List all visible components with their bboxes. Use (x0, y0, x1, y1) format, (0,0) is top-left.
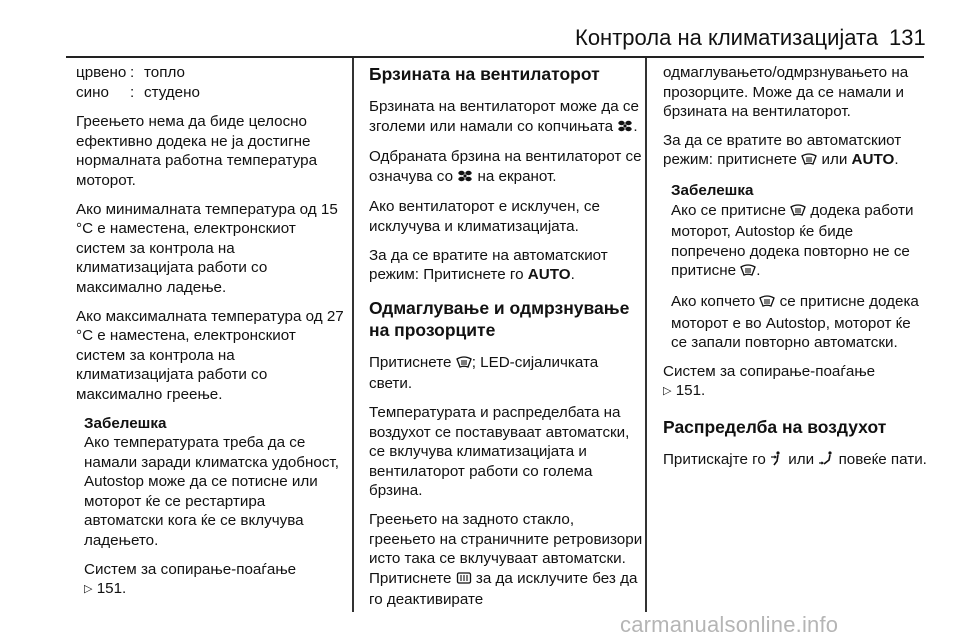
fan-icon (617, 119, 633, 139)
air-to-feet-icon (818, 451, 834, 472)
windscreen-defrost-icon (456, 355, 472, 375)
note-block (84, 414, 346, 600)
windscreen-defrost-icon (740, 263, 756, 283)
note-title: Забелешка (84, 414, 167, 432)
rear-window-defrost-icon (456, 571, 472, 591)
legend-def-warm: топло (144, 64, 185, 81)
paragraph: Греењето на задното стакло, греењето на страничните ретровизори исто така се вклучуваат автоматски. Притиснете за да исклучите без да го деактивирате (369, 510, 643, 609)
note-text: Ако копчето се притисне додека моторот е во Autostop, моторот ќе се запали повторно автоматски. (671, 292, 919, 352)
paragraph: Одбраната брзина на вентилаторот се означува со на екранот. (369, 147, 644, 188)
note-text: Ако температурата треба да се намали заради климатска удобност, Autostop може да се потисне или моторот ќе се рестартира автоматски кога ќе се вклучува ладењето. (84, 434, 339, 550)
auto-button-label: AUTO (851, 151, 895, 169)
paragraph: За да се вратите на автоматскиот режим: Притиснете го AUTO. (369, 246, 608, 284)
paragraph: одмаглувањето/одмрзнувањето на прозорците. Може да се намали и брзината на вентилаторот. (663, 64, 909, 121)
paragraph: Притиснете ; LED-сијаличката свети. (369, 353, 599, 393)
column-2 (369, 63, 644, 619)
cross-reference (84, 560, 346, 600)
reference-arrow-icon: ▷ (663, 385, 672, 398)
reference-text: Систем за сопирање-поаѓање (84, 560, 297, 578)
windscreen-defrost-icon (801, 152, 817, 172)
paragraph: Ако минималната температура од 15 °C е наместена, електронскиот систем за контрола на климатизацијата работи со максимално ладење. (76, 200, 338, 296)
reference-page[interactable]: 151. (675, 382, 706, 400)
legend-def-cold: студено (144, 83, 200, 101)
paragraph: За да се вратите во автоматскиот режим: притиснете или AUTO. (663, 131, 928, 172)
paragraph: Притискајте го или повеќе пати. (663, 450, 928, 472)
note-block (671, 181, 928, 353)
auto-button-label: AUTO (527, 266, 571, 284)
column-3 (663, 63, 928, 481)
paragraph: Ако максималната температура од 27 °C е наместена, електронскиот систем за контрола на климатизацијата работи со максимално греење. (76, 307, 344, 403)
column-divider-2 (645, 58, 647, 612)
legend-sep: : (130, 64, 135, 81)
column-divider-1 (352, 58, 354, 612)
section-heading-demisting: Одмаглување и одмрзнување на прозорците (369, 297, 630, 340)
paragraph: Брзината на вентилаторот може да се зголеми или намали со копчињата . (369, 97, 644, 138)
note-title: Забелешка (671, 181, 754, 199)
windscreen-defrost-icon (759, 294, 775, 314)
reference-arrow-icon: ▷ (84, 583, 93, 596)
note-text: Ако се притисне додека работи моторот, Autostop ќе биде попречено додека повторно не се притисне . (671, 201, 928, 283)
paragraph: Греењето нема да биде целосно ефективно додека не ја достигне нормалната работна температура моторот. (76, 113, 318, 189)
column-1 (76, 63, 346, 609)
reference-page[interactable]: 151. (96, 580, 127, 598)
legend-sep: : (130, 83, 135, 101)
paragraph: Ако вентилаторот е исклучен, се исклучува и климатизацијата. (369, 198, 600, 235)
cross-reference (663, 362, 928, 402)
fan-icon (457, 169, 473, 189)
windscreen-defrost-icon (790, 203, 806, 223)
section-heading-air-distribution: Распределба на воздухот (663, 416, 887, 437)
page-number: 131 (889, 25, 926, 50)
section-heading-fan-speed: Брзината на вентилаторот (369, 64, 600, 84)
watermark: carmanualsonline.info (620, 612, 839, 637)
color-legend (76, 63, 346, 102)
legend-term-blue: сино (76, 83, 109, 101)
header-title: Контрола на климатизацијата (575, 25, 879, 50)
legend-term-red: црвено (76, 64, 127, 81)
air-to-body-icon (770, 451, 784, 472)
header-rule (66, 56, 924, 58)
reference-text: Систем за сопирање-поаѓање (663, 362, 876, 380)
paragraph: Температурата и распределбата на воздухот се поставуваат автоматски, се вклучува климатизацијата и вентилаторот работи со голема брзина. (369, 403, 630, 500)
